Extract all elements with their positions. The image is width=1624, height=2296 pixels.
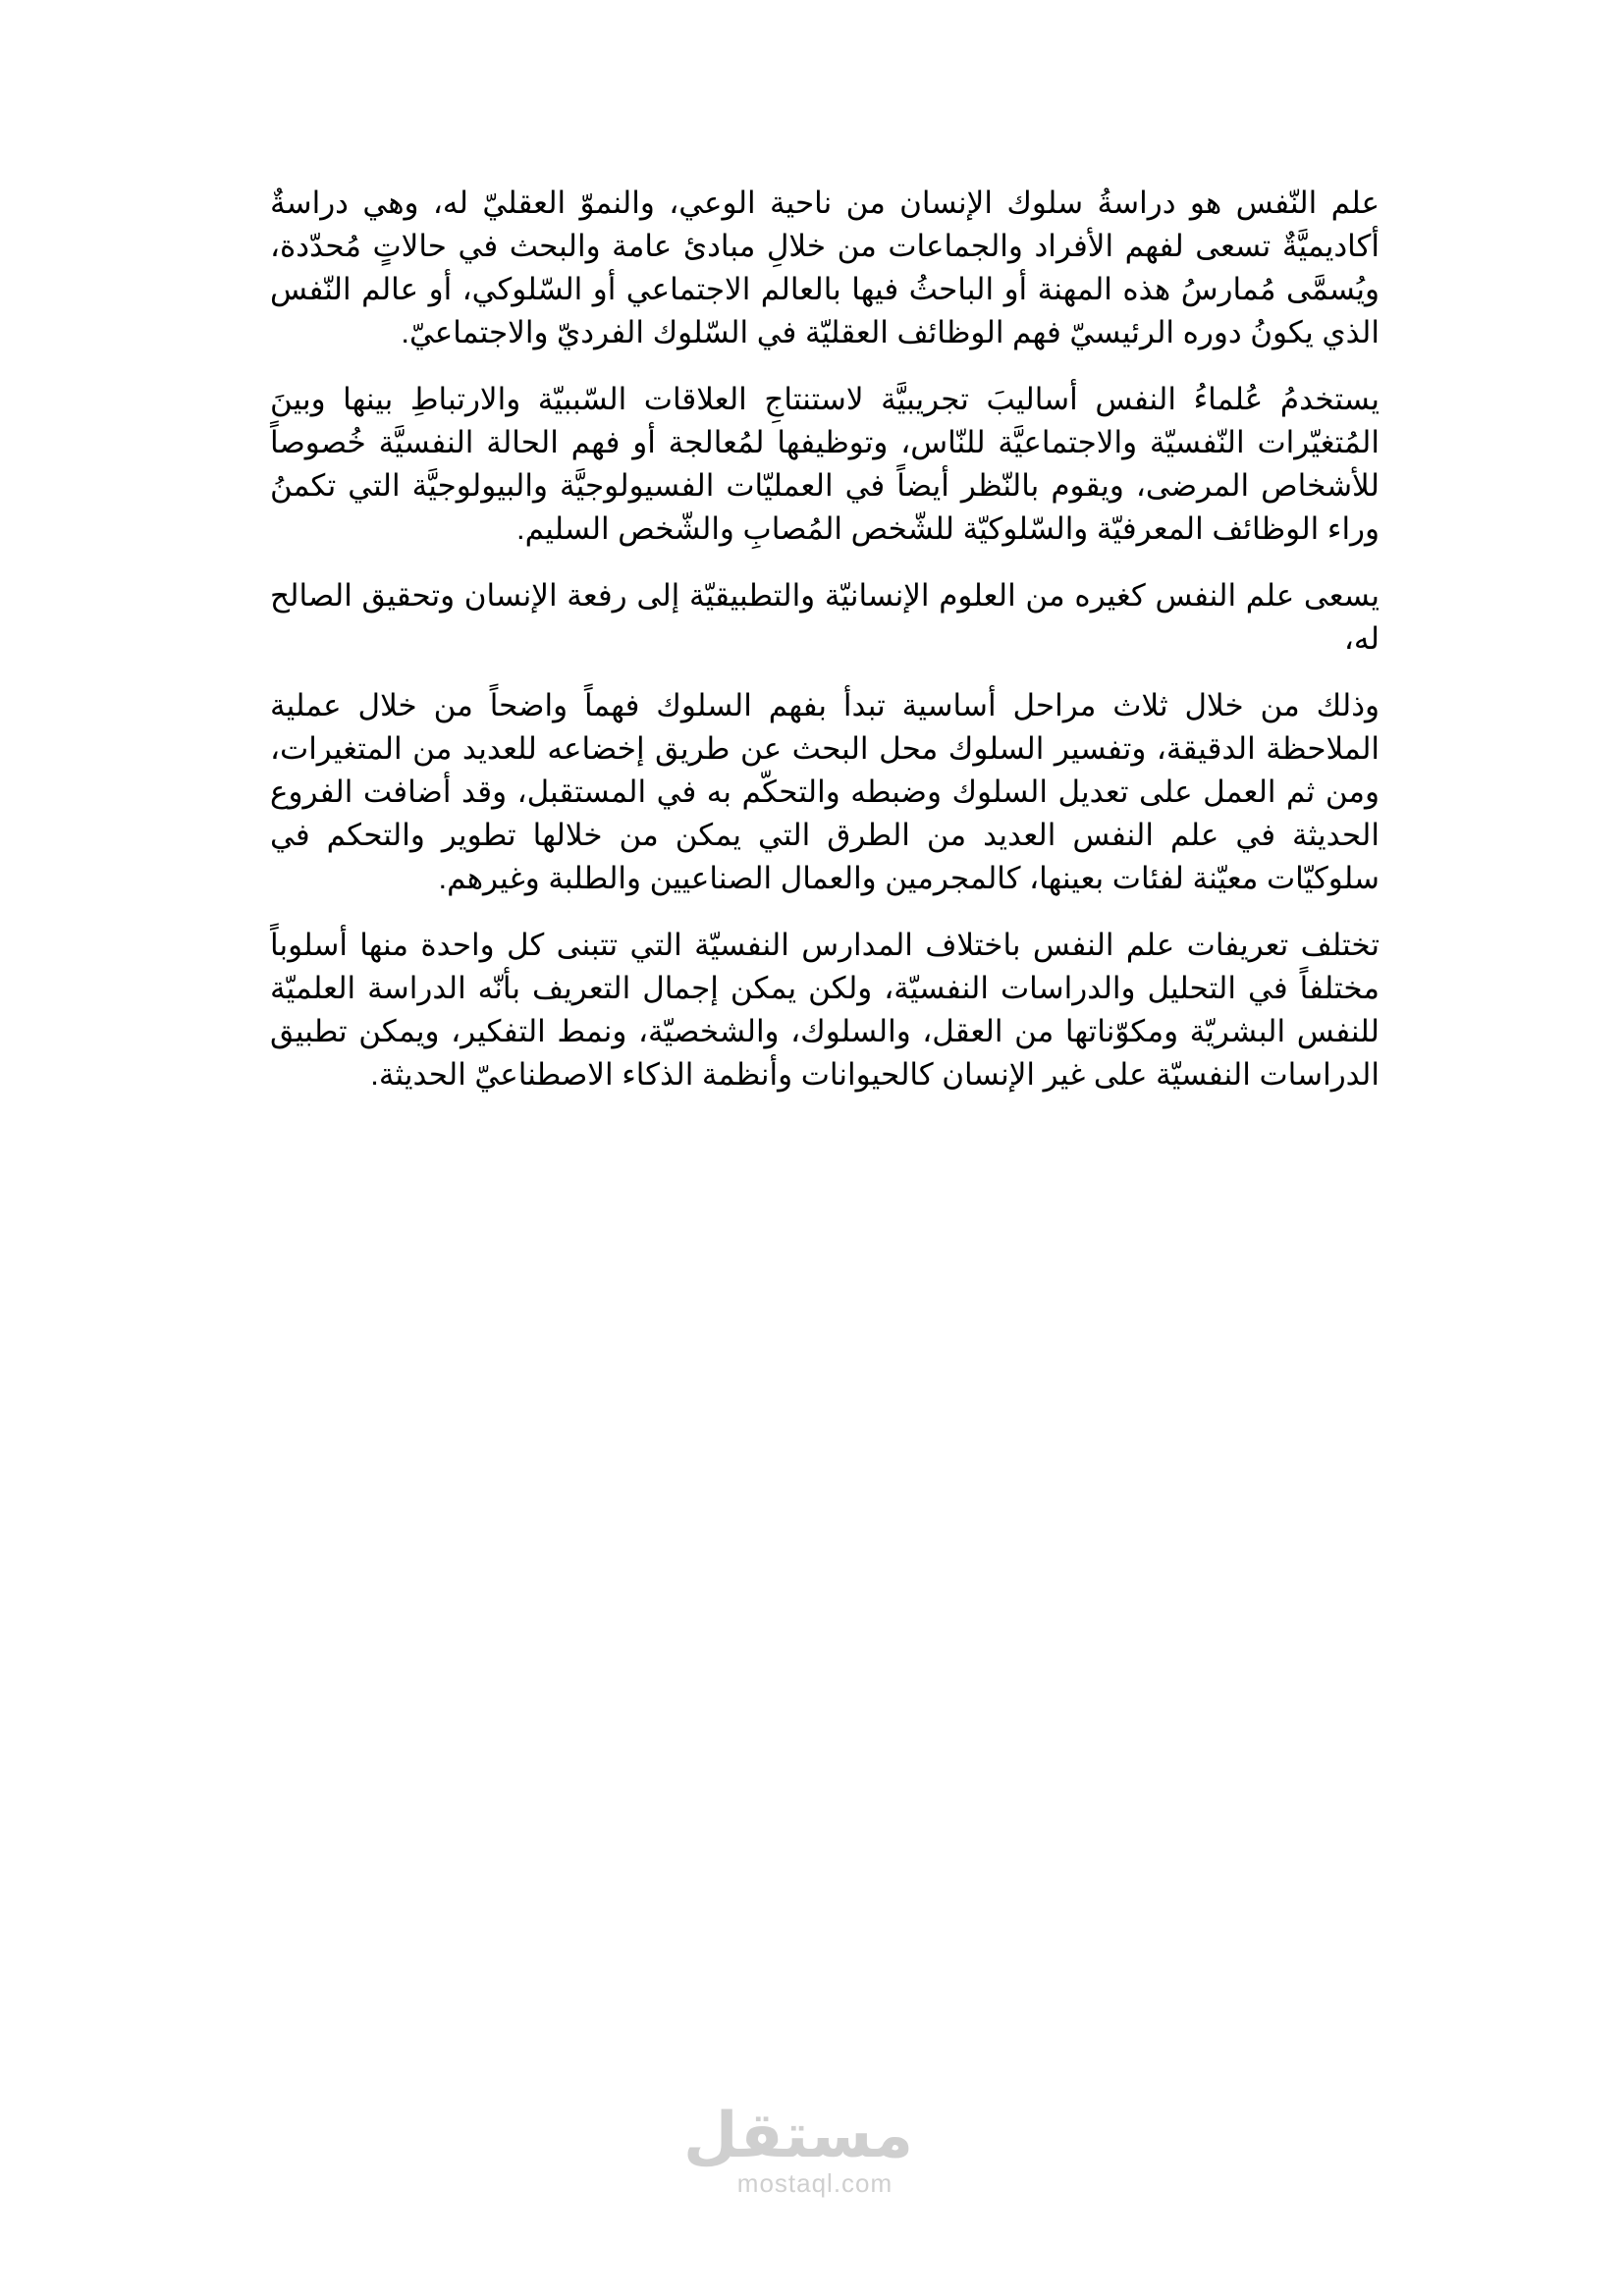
paragraph-1: علم النّفس هو دراسةُ سلوك الإنسان من ناحية الوعي، والنموّ العقليّ له، وهي دراسةٌ أكاديميَّةٌ تسعى لفهم الأفراد والجماعات من خلالِ مبادئ عامة والبحث في حالاتٍ مُحدّدة، ويُسمَّى مُمارسُ هذه المهنة أو الباحثُ فيها بالعالم الاجتماعي أو السّلوكي، أو عالم النّفس الذي يكونُ دوره الرئيسيّ فهم الوظائف العقليّة في السّلوك الفرديّ والاجتماعيّ. (270, 186, 1380, 349)
mostaql-watermark (682, 2100, 913, 2198)
paragraph-5: تختلف تعريفات علم النفس باختلاف المدارس النفسيّة التي تتبنى كل واحدة منها أسلوباً مختلفاً في التحليل والدراسات النفسيّة، ولكن يمكن إجمال التعريف بأنّه الدراسة العلميّة للنفس البشريّة ومكوّناتها من العقل، والسلوك، والشخصيّة، ونمط التفكير، ويمكن تطبيق الدراسات النفسيّة على غير الإنسان كالحيوانات وأنظمة الذكاء الاصطناعيّ الحديثة. (270, 928, 1380, 1092)
paragraph-4: وذلك من خلال ثلاث مراحل أساسية تبدأ بفهم السلوك فهماً واضحاً من خلال عملية الملاحظة الدقيقة، وتفسير السلوك محل البحث عن طريق إخضاعه للعديد من المتغيرات، ومن ثم العمل على تعديل السلوك وضبطه والتحكّم به في المستقبل، وقد أضافت الفروع الحديثة في علم النفس العديد من الطرق التي يمكن من خلالها تطوير والتحكم في سلوكيّات معيّنة لفئات بعينها، كالمجرمين والعمال الصناعيين والطلبة وغيرهم. (270, 688, 1380, 895)
paragraph-2: يستخدمُ عُلماءُ النفس أساليبَ تجريبيَّة لاستنتاجِ العلاقات السّببيّة والارتباطِ بينها وبينَ المُتغيّرات النّفسيّة والاجتماعيَّة للنّاس، وتوظيفها لمُعالجة أو فهم الحالة النفسيَّة خُصوصاً للأشخاص المرضى، ويقوم بالنّظر أيضاً في العمليّات الفسيولوجيَّة والبيولوجيَّة التي تكمنُ وراء الوظائف المعرفيّة والسّلوكيّة للشّخص المُصابِ والشّخص السليم. (270, 382, 1380, 546)
document-body (270, 182, 1380, 1120)
watermark-logo: مستقل (682, 2100, 913, 2170)
watermark-url: mostaql.com (736, 2168, 893, 2198)
paragraph-3: يسعى علم النفس كغيره من العلوم الإنسانيّة والتطبيقيّة إلى رفعة الإنسان وتحقيق الصالح له، (270, 578, 1380, 656)
